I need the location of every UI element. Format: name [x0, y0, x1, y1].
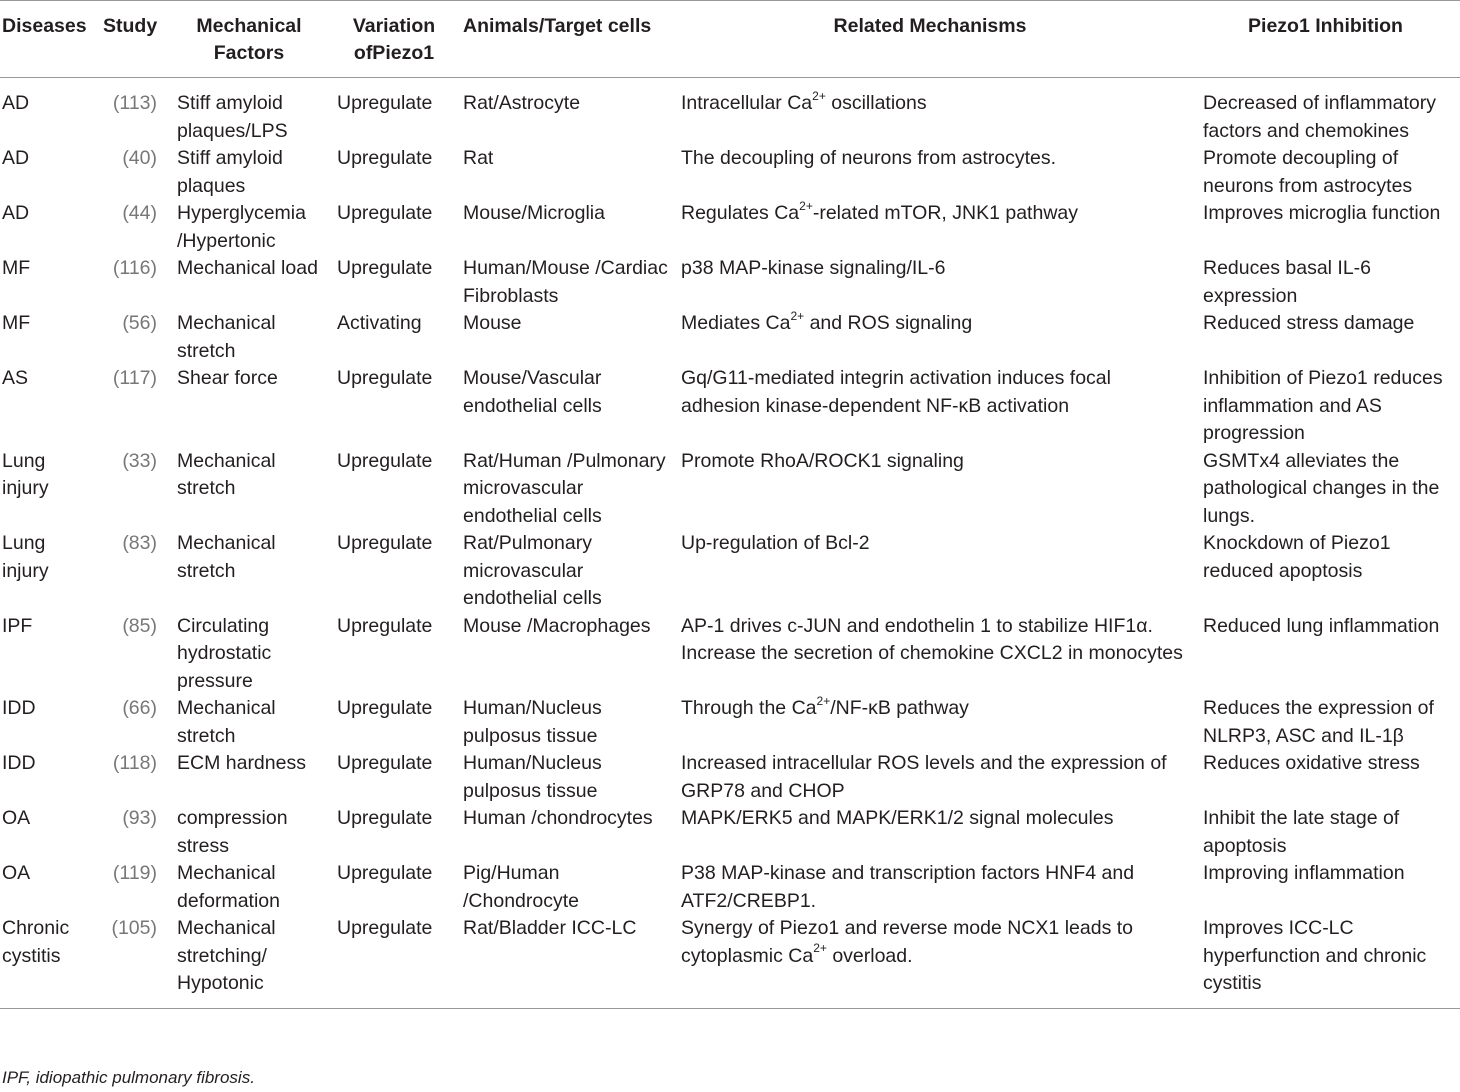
inhibition-cell: Promote decoupling of neurons from astrocytes: [1203, 147, 1413, 197]
mechanical-factors-cell: Stiff amyloid plaques/LPS: [177, 92, 288, 142]
inhibition-cell: Reduces oxidative stress: [1203, 752, 1420, 774]
table-header: [0, 1, 1460, 78]
study-reference[interactable]: (40): [122, 147, 157, 169]
study-reference[interactable]: (113): [112, 92, 157, 114]
animals-cell: Human/Nucleus pulposus tissue: [463, 697, 602, 747]
mechanical-factors-cell: Shear force: [177, 367, 278, 389]
mechanism-cell: Synergy of Piezo1 and reverse mode NCX1 leads to cytoplasmic $Ca^{2+}$ overload.: [669, 915, 1191, 1008]
table-row: [0, 365, 1460, 448]
header-piezo1-inhibition: Piezo1 Inhibition: [1191, 1, 1460, 78]
inhibition-cell: Decreased of inflammatory factors and chemokines: [1203, 92, 1437, 142]
header-animals: Animals/Target cells: [451, 1, 669, 78]
table-row: [0, 530, 1460, 613]
mechanical-factors-cell: Mechanical deformation: [177, 862, 280, 912]
disease-cell: Lung injury: [2, 449, 49, 499]
inhibition-cell: Improving inflammation: [1203, 862, 1405, 884]
variation-cell: Upregulate: [337, 752, 433, 774]
study-reference[interactable]: (66): [122, 697, 157, 719]
disease-cell: OA: [2, 862, 31, 884]
inhibition-cell: Reduces basal IL-6 expression: [1203, 257, 1372, 307]
study-cell: [97, 145, 177, 200]
mechanism-cell: P38 MAP-kinase and transcription factors HNF4 and ATF2/CREBP1.: [681, 862, 1135, 912]
variation-cell: Upregulate: [337, 367, 433, 389]
mechanism-cell: MAPK/ERK5 and MAPK/ERK1/2 signal molecules: [681, 807, 1114, 829]
animals-cell: Rat/Pulmonary microvascular endothelial cells: [463, 532, 602, 609]
inhibition-cell: Reduced stress damage: [1203, 312, 1415, 334]
animals-cell: Rat: [463, 147, 494, 169]
inhibition-cell: Inhibit the late stage of apoptosis: [1203, 807, 1400, 857]
study-cell: [97, 805, 177, 860]
footnote: IPF, idiopathic pulmonary fibrosis.: [2, 1068, 255, 1087]
mechanism-cell: Mediates $Ca^{2+}$ and ROS signaling: [681, 308, 973, 334]
mechanical-factors-cell: Mechanical stretching/ Hypotonic: [177, 915, 337, 1008]
header-variation: [337, 1, 451, 78]
study-reference[interactable]: (44): [122, 202, 157, 224]
table-row: [0, 310, 1460, 365]
mechanism-cell: Up-regulation of Bcl-2: [681, 532, 870, 554]
study-reference[interactable]: (85): [122, 614, 157, 637]
table-row: [0, 613, 1460, 696]
mechanism-cell: Intracellular $Ca^{2+}$ oscillations: [681, 88, 927, 114]
study-cell: [97, 915, 177, 1008]
table-row: [0, 200, 1460, 255]
table-row: [0, 255, 1460, 310]
study-cell: [97, 310, 177, 365]
table-row: [0, 145, 1460, 200]
inhibition-cell: Reduces the expression of NLRP3, ASC and IL-1β: [1203, 697, 1434, 747]
mechanical-factors-cell: Mechanical stretch: [177, 449, 276, 499]
study-reference[interactable]: (116): [112, 257, 157, 279]
animals-cell: Rat/Astrocyte: [463, 92, 581, 114]
study-reference[interactable]: (119): [112, 862, 157, 884]
mechanical-factors-cell: compression stress: [177, 807, 288, 857]
mechanism-cell: Promote RhoA/ROCK1 signaling: [681, 449, 964, 472]
variation-cell: Upregulate: [337, 147, 433, 169]
inhibition-cell: Inhibition of Piezo1 reduces inflammation and AS progression: [1203, 367, 1443, 444]
study-reference[interactable]: (93): [122, 807, 157, 829]
inhibition-cell: Reduced lung inflammation: [1203, 614, 1440, 637]
variation-cell: Upregulate: [337, 92, 433, 114]
mechanism-cell: AP-1 drives c-JUN and endothelin 1 to stabilize HIF1α. Increase the secretion of chemokine CXCL2 in monocytes: [681, 614, 1183, 664]
study-reference[interactable]: (83): [122, 532, 157, 554]
header-variation-text: Variation ofPiezo1: [352, 15, 436, 64]
study-reference[interactable]: (117): [112, 367, 157, 389]
variation-cell: Upregulate: [337, 862, 433, 884]
animals-cell: Rat/Human /Pulmonary microvascular endothelial cells: [463, 449, 666, 527]
inhibition-cell: Knockdown of Piezo1 reduced apoptosis: [1203, 532, 1391, 582]
disease-cell: AD: [2, 147, 30, 169]
disease-cell: AS: [2, 367, 29, 389]
mechanical-factors-cell: Circulating hydrostatic pressure: [177, 614, 272, 692]
disease-cell: IDD: [2, 697, 36, 719]
variation-cell: Upregulate: [337, 915, 451, 1008]
disease-cell: Lung injury: [2, 532, 49, 582]
header-diseases: Diseases: [0, 1, 97, 78]
variation-cell: Upregulate: [337, 202, 433, 224]
header-row: [0, 1, 1460, 78]
mechanism-cell: Increased intracellular ROS levels and the expression of GRP78 and CHOP: [681, 752, 1167, 802]
study-cell: [97, 695, 177, 750]
disease-cell: AD: [2, 202, 30, 224]
variation-cell: Activating: [337, 312, 422, 334]
study-cell: [97, 448, 177, 531]
mechanical-factors-cell: Mechanical stretch: [177, 312, 276, 362]
study-cell: [97, 365, 177, 448]
variation-cell: Upregulate: [337, 697, 433, 719]
study-cell: [97, 613, 177, 696]
mechanism-cell: Regulates $Ca^{2+}$-related mTOR, JNK1 pathway: [681, 198, 1078, 224]
disease-cell: AD: [2, 92, 30, 114]
mechanism-cell: The decoupling of neurons from astrocytes.: [681, 147, 1057, 169]
study-cell: [97, 78, 177, 146]
study-reference[interactable]: (105): [111, 917, 157, 939]
study-cell: [97, 750, 177, 805]
animals-cell: Pig/Human /Chondrocyte: [463, 862, 579, 912]
mechanical-factors-cell: Mechanical stretch: [177, 532, 276, 582]
study-cell: [97, 255, 177, 310]
animals-cell: Mouse /Macrophages: [463, 614, 651, 637]
inhibition-cell: GSMTx4 alleviates the pathological changes in the lungs.: [1203, 449, 1440, 527]
table-body: [0, 78, 1460, 1009]
animals-cell: Human/Mouse /Cardiac Fibroblasts: [463, 257, 668, 307]
mechanical-factors-cell: Mechanical stretch: [177, 697, 276, 747]
variation-cell: Upregulate: [337, 807, 433, 829]
animals-cell: Mouse/Vascular endothelial cells: [463, 367, 602, 417]
header-study: Study: [97, 1, 177, 78]
mechanical-factors-cell: Stiff amyloid plaques: [177, 147, 283, 197]
disease-cell: MF: [2, 257, 31, 279]
study-reference[interactable]: (118): [112, 752, 157, 774]
mechanical-factors-cell: Hyperglycemia /Hypertonic: [177, 202, 306, 252]
inhibition-cell: Improves ICC-LC hyperfunction and chronic cystitis: [1191, 915, 1460, 1008]
header-related-mechanisms: Related Mechanisms: [669, 1, 1191, 78]
inhibition-cell: Improves microglia function: [1203, 202, 1441, 224]
disease-cell: MF: [2, 312, 31, 334]
variation-cell: Upregulate: [337, 449, 433, 472]
mechanism-cell: Gq/G11-mediated integrin activation induces focal adhesion kinase-dependent NF-κB activation: [681, 367, 1111, 417]
table-row: [0, 78, 1460, 146]
variation-cell: Upregulate: [337, 614, 433, 637]
mechanical-factors-cell: Mechanical load: [177, 257, 318, 279]
table-row: [0, 695, 1460, 750]
table-row: [0, 448, 1460, 531]
disease-cell: IDD: [2, 752, 36, 774]
variation-cell: Upregulate: [337, 532, 433, 554]
animals-cell: Rat/Bladder ICC-LC: [451, 915, 669, 1008]
disease-cell: IPF: [2, 614, 33, 637]
table-row: [0, 915, 1460, 1008]
disease-cell: OA: [2, 807, 31, 829]
study-reference[interactable]: (56): [122, 312, 157, 334]
variation-cell: Upregulate: [337, 257, 433, 279]
table-row: [0, 860, 1460, 915]
animals-cell: Human/Nucleus pulposus tissue: [463, 752, 602, 802]
study-reference[interactable]: (33): [122, 449, 157, 472]
disease-cell: Chronic cystitis: [0, 915, 97, 1008]
mechanism-cell: p38 MAP-kinase signaling/IL-6: [681, 257, 946, 279]
study-cell: [97, 530, 177, 613]
study-cell: [97, 200, 177, 255]
table-row: [0, 805, 1460, 860]
mechanical-factors-cell: ECM hardness: [177, 752, 306, 774]
animals-cell: Human /chondrocytes: [463, 807, 653, 829]
header-mechanical-factors-text: Mechanical Factors: [196, 15, 302, 64]
table-row: [0, 750, 1460, 805]
animals-cell: Mouse/Microglia: [463, 202, 605, 224]
mechanism-cell: Through the $Ca^{2+}/NF-\kappa B$ pathway: [681, 693, 969, 719]
study-cell: [97, 860, 177, 915]
animals-cell: Mouse: [463, 312, 522, 334]
header-mechanical-factors: [177, 1, 337, 78]
